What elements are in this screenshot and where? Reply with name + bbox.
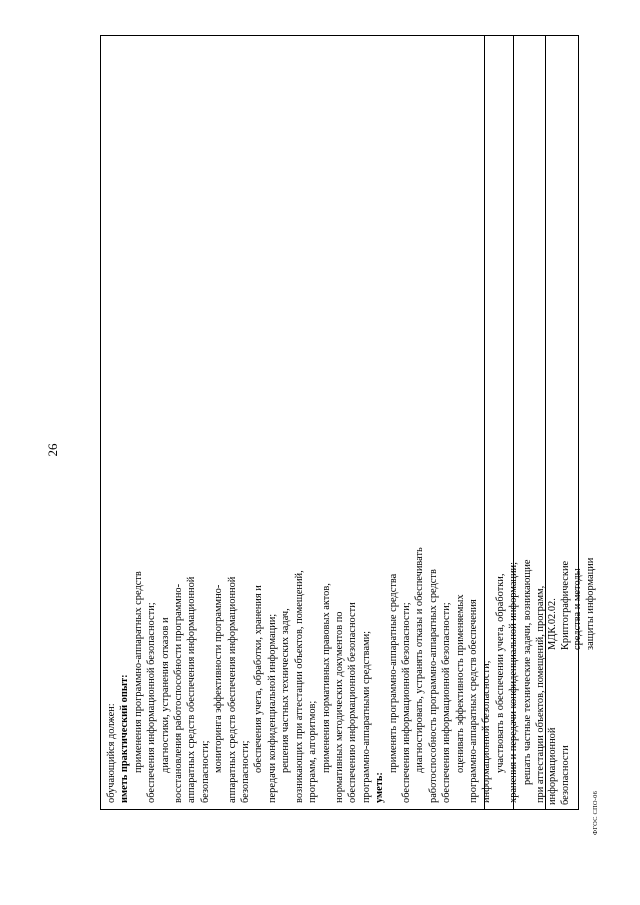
requirement-line: обучающийся должен: (106, 703, 117, 803)
requirement-line: применять программно-аппаратные средства (387, 573, 399, 773)
requirement-line: иметь практический опыт: (119, 674, 131, 803)
requirement-line: при аттестации объектов, помещений, программ, (535, 585, 546, 803)
requirement-line: мониторинга эффективности программно- (213, 584, 225, 773)
requirement-line: программно-аппаратными средствами; (360, 630, 372, 803)
requirement-line: обеспечению информационной безопасности (347, 602, 359, 803)
requirement-line: решения частных технических задач, (280, 608, 292, 773)
table-row-divider (484, 36, 485, 809)
mdk-code-line: защиты информации (584, 557, 596, 650)
mdk-code-line: МДК.02.02. (547, 598, 558, 650)
requirement-line: решать частные технические задачи, возникающие (521, 559, 533, 785)
mdk-discipline-line: безопасности (559, 745, 571, 805)
requirement-line: применения программно-аппаратных средств (132, 571, 144, 773)
requirement-line: обеспечения информационной безопасности; (441, 602, 453, 803)
requirement-line: уметь: (374, 772, 386, 803)
requirement-line: нормативных методических документов по (333, 611, 345, 803)
requirement-line: передачи конфиденциальной информации; (266, 613, 278, 803)
page-number: 26 (45, 443, 60, 457)
requirement-line: информационной безопасности; (481, 660, 493, 803)
requirement-line: применения нормативных правовых актов, (320, 583, 332, 773)
requirement-line: программно-аппаратных средств обеспечения (467, 599, 479, 803)
requirement-line: аппаратных средств обеспечения информационной (186, 576, 198, 803)
requirement-line: диагностировать, устранять отказы и обеспечивать (414, 547, 426, 773)
table-row-divider (513, 36, 514, 809)
requirement-line: восстановления работоспособности программно- (173, 583, 185, 803)
requirement-line: программ, алгоритмов; (307, 700, 319, 803)
footer-code: ФГОС СПО-06 (592, 790, 599, 835)
curriculum-table (100, 35, 596, 810)
requirement-line: безопасности; (240, 740, 252, 803)
mdk-code-column (547, 505, 597, 650)
requirement-line: обеспечения учета, обработки, хранения и (253, 585, 265, 773)
requirement-line: хранения и передачи конфиденциальной информации; (508, 561, 520, 803)
requirement-line: безопасности; (199, 740, 211, 803)
requirement-line: обеспечения информационной безопасности; (146, 602, 158, 803)
mdk-discipline-column (547, 650, 597, 805)
requirement-line: оценивать эффективность применяемых (454, 594, 466, 773)
mdk-module-cell (545, 36, 596, 809)
requirement-line: работоспособность программно-аппаратных средств (427, 569, 439, 803)
mdk-discipline-line: информационной (547, 727, 558, 805)
requirement-line: возникающих при аттестации объектов, помещений, (293, 570, 305, 803)
requirement-line: аппаратных средств обеспечения информационной (226, 576, 238, 803)
requirement-line: диагностики, устранения отказов и (159, 617, 171, 773)
competency-requirements-cell (101, 36, 546, 809)
requirement-line: обеспечения информационной безопасности; (400, 602, 412, 803)
requirement-line: участвовать в обеспечении учета, обработки, (494, 573, 506, 773)
mdk-code-line: Криптографические (559, 560, 571, 650)
mdk-code-line: средства и методы (572, 568, 584, 650)
